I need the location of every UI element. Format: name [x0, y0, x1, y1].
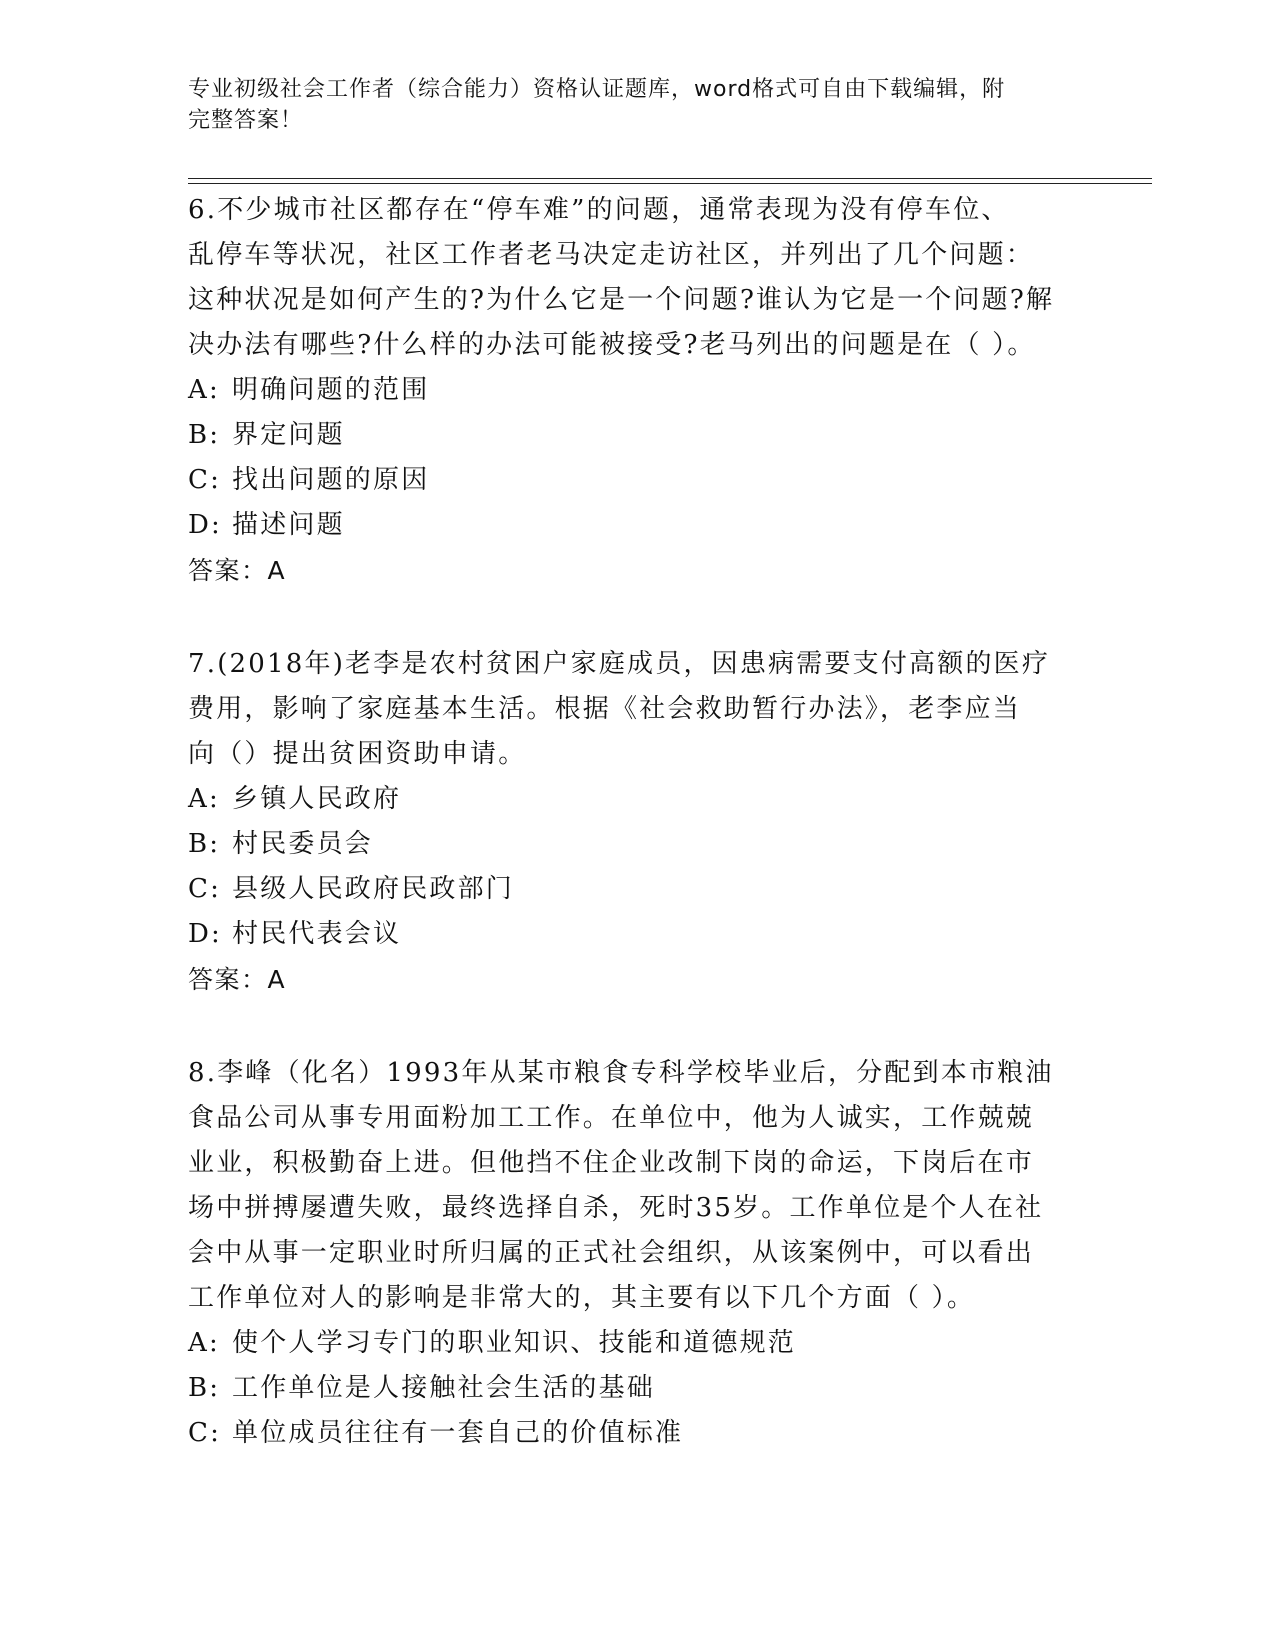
option-key: B: — [188, 829, 221, 859]
stem-line: 场中拼搏屡遭失败，最终选择自杀，死时35岁。工作单位是个人在社 — [188, 1193, 1044, 1223]
option-b — [188, 822, 1088, 867]
option-text: 村民代表会议 — [232, 919, 402, 949]
option-text: 乡镇人民政府 — [232, 784, 402, 814]
stem-line: 6.不少城市社区都存在“停车难”的问题，通常表现为没有停车位、 — [188, 195, 1010, 225]
header-divider-bottom — [188, 183, 1152, 184]
option-key: B: — [188, 420, 221, 450]
option-key: D: — [188, 919, 223, 949]
option-text: 县级人民政府民政部门 — [232, 874, 515, 904]
option-c — [188, 1411, 1088, 1456]
option-text: 界定问题 — [232, 420, 345, 450]
header-line-1: 专业初级社会工作者（综合能力）资格认证题库，word格式可自由下载编辑，附 — [188, 77, 1006, 102]
question-8-stem — [188, 1051, 1088, 1321]
stem-line: 乱停车等状况，社区工作者老马决定走访社区，并列出了几个问题： — [188, 240, 1035, 270]
option-text: 找出问题的原因 — [232, 465, 430, 495]
question-6 — [188, 188, 1088, 594]
option-text: 单位成员往往有一套自己的价值标准 — [232, 1418, 684, 1448]
stem-line: 会中从事一定职业时所归属的正式社会组织，从该案例中，可以看出 — [188, 1238, 1035, 1268]
question-7-stem — [188, 642, 1088, 777]
option-key: C: — [188, 1418, 222, 1448]
option-key: A: — [188, 375, 220, 405]
question-8 — [188, 1051, 1088, 1456]
option-text: 工作单位是人接触社会生活的基础 — [232, 1373, 656, 1403]
stem-line: 业业，积极勤奋上进。但他挡不住企业改制下岗的命运，下岗后在市 — [188, 1148, 1035, 1178]
stem-line: 7.(2018年)老李是农村贫困户家庭成员，因患病需要支付高额的医疗 — [188, 649, 1051, 679]
option-d — [188, 503, 1088, 548]
question-6-stem — [188, 188, 1088, 368]
document-header — [188, 74, 1088, 136]
stem-line: 决办法有哪些?什么样的办法可能被接受?老马列出的问题是在（ ）。 — [188, 330, 1036, 360]
option-c — [188, 458, 1088, 503]
option-a — [188, 1321, 1088, 1366]
option-a — [188, 368, 1088, 413]
option-key: A: — [188, 784, 220, 814]
option-key: A: — [188, 1328, 220, 1358]
stem-line: 8.李峰（化名）1993年从某市粮食专科学校毕业后，分配到本市粮油 — [188, 1058, 1054, 1088]
answer-text: 答案：A — [188, 556, 287, 585]
option-key: C: — [188, 465, 222, 495]
header-divider-top — [188, 178, 1152, 179]
option-b — [188, 1366, 1088, 1411]
option-key: B: — [188, 1373, 221, 1403]
option-text: 村民委员会 — [232, 829, 374, 859]
stem-line: 向（）提出贫困资助申请。 — [188, 739, 527, 769]
option-key: D: — [188, 510, 223, 540]
header-line-2: 完整答案！ — [188, 108, 304, 133]
option-c — [188, 867, 1088, 912]
option-text: 使个人学习专门的职业知识、技能和道德规范 — [232, 1328, 797, 1358]
option-text: 明确问题的范围 — [232, 375, 430, 405]
stem-line: 工作单位对人的影响是非常大的，其主要有以下几个方面（ ）。 — [188, 1283, 976, 1313]
option-b — [188, 413, 1088, 458]
option-a — [188, 777, 1088, 822]
option-key: C: — [188, 874, 222, 904]
answer-text: 答案：A — [188, 965, 287, 994]
stem-line: 这种状况是如何产生的?为什么它是一个问题?谁认为它是一个问题?解 — [188, 285, 1055, 315]
question-7 — [188, 642, 1088, 1003]
stem-line: 食品公司从事专用面粉加工工作。在单位中，他为人诚实，工作兢兢 — [188, 1103, 1035, 1133]
option-text: 描述问题 — [232, 510, 345, 540]
stem-line: 费用，影响了家庭基本生活。根据《社会救助暂行办法》，老李应当 — [188, 694, 1022, 724]
option-d — [188, 912, 1088, 957]
